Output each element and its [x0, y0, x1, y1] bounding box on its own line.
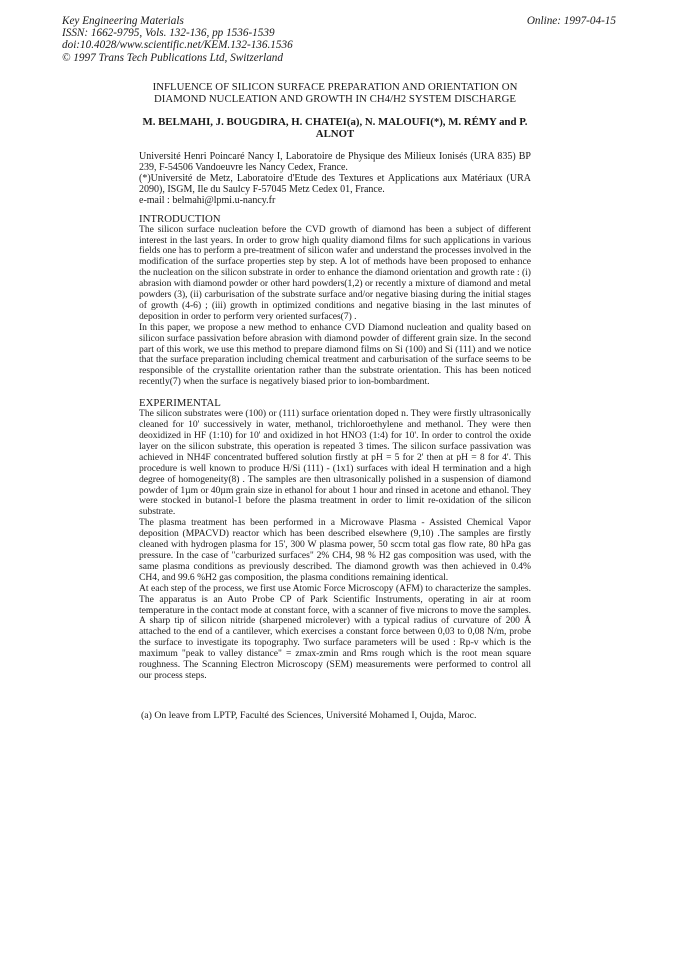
title-line-1: INFLUENCE OF SILICON SURFACE PREPARATION AND ORIENTATION ON — [152, 81, 518, 93]
experimental-paragraph-3: At each step of the process, we first use Atomic Force Microscopy (AFM) to characterize the samples. The apparatus is an Auto Probe CP of Park Scientific Instruments, operating in air at room temperature in the contact mode at constant force, with a scanner of five microns to move the samples. A sharp tip of silicon nitride (sharpened microlever) with a typical radius of curvature of 200 Å attached to the end of a cantilever, which exercises a constant force between 0,03 to 0,08 N/m, probe the surface to investigate its topography. Two surface parameters will be used : Rp-v which is the maximum "peak to valley distance" = zmax-zmin and Rms rough which is the root mean square roughness. The Scanning Electron Microscopy (SEM) measurements were performed to control all our process steps. — [139, 582, 531, 681]
experimental-paragraph-2: The plasma treatment has been performed in a Microwave Plasma - Assisted Chemical Vapor deposition (MPACVD) reactor which has been described elsewhere (9,10) .The samples are firstly cleaned with hydrogen plasma for 15', 300 W plasma power, 50 sccm total gas flow rate, 80 hPa gas pressure. In the case of "carburized surfaces" 2% CH4, 98 % H2 gas composition was used, with the same plasma conditions as previously described. The diamond growth was then achieved in 0.4% CH4, and 99.6 %H2 gas composition, the plasma conditions remaining identical. — [139, 517, 531, 583]
online-date: Online: 1997-04-15 — [526, 15, 616, 27]
journal-name: Key Engineering Materials — [62, 15, 184, 27]
paper-title — [139, 82, 531, 106]
affiliation-nancy: Université Henri Poincaré Nancy I, Laboratoire de Physique des Milieux Ionisés (URA 835) BP 239, F-54506 Vandoeuvre les Nancy Cedex, France. — [139, 150, 531, 173]
introduction-paragraph-2: In this paper, we propose a new method to enhance CVD Diamond nucleation and quality based on silicon surface passivation before abrasion with diamond powder of different grain size. In the second part of this work, we use this method to prepare diamond films on Si (100) and Si (111) and we notice that the surface preparation including chemical treatment and carburisation of the surface seems to be responsible of the crystallite orientation rather than the substrate orientation. This has been noticed recently(7) when the surface is negatively biased prior to ion-bombardment. — [139, 321, 531, 388]
paper-body — [139, 82, 531, 721]
section-heading-experimental: EXPERIMENTAL — [139, 397, 221, 410]
section-heading-introduction: INTRODUCTION — [139, 212, 221, 225]
doi-line: doi:10.4028/www.scientific.net/KEM.132-136.1536 — [62, 39, 293, 52]
footnote: (a) On leave from LPTP, Faculté des Sciences, Université Mohamed I, Oujda, Maroc. — [141, 709, 477, 721]
title-line-2: DIAMOND NUCLEATION AND GROWTH IN CH4/H2 SYSTEM DISCHARGE — [154, 92, 516, 105]
copyright-line: © 1997 Trans Tech Publications Ltd, Switzerland — [62, 51, 283, 64]
affiliation-metz: (*)Université de Metz, Laboratoire d'Etude des Textures et Applications aux Matériaux (URA 2090), ISGM, Ile du Saulcy F-57045 Metz Cedex 01, France. — [139, 172, 531, 195]
contact-email: e-mail : belmahi@lpmi.u-nancy.fr — [139, 194, 276, 206]
journal-header — [62, 15, 293, 64]
experimental-paragraph-1: The silicon substrates were (100) or (111) surface orientation doped n. They were firstly ultrasonically cleaned for 10' successively in water, methanol, trichloroethylene and methanol. They were then deoxidized in HF (1:10) for 10' and oxidized in hot HNO3 (1:4) for 10'. In order to control the oxide layer on the silicon substrate, this operation is repeated 3 times. The silicon surface passivation was achieved in NH4F concentrated buffered solution firstly at pH = 5 for 2' then at pH = 8 for 4'. This procedure is well known to produce H/Si (111) - (1x1) surfaces with ideal H termination and a high degree of homogeneity(8) . The samples are then ultrasonically polished in a suspension of diamond powder of 1µm or 40µm grain size in ethanol for about 1 hour and rinsed in acetone and ethanol. They were stocked in butanol-1 before the plasma treatment in order to limit re-oxidation of the silicon substrate. — [139, 408, 531, 518]
introduction-paragraph-1: The silicon surface nucleation before the CVD growth of diamond has been a subject of different interest in the last years. In order to grow high quality diamond films for such applications in various fields one has to perform a pre-treatment of silicon wafer and understand the processes involved in the modification of the surface properties step by step. A lot of methods have been proposed to enhance the nucleation on the silicon substrate in order to enhance the diamond orientation and growth rate : (i) abrasion with diamond powder or other hard powders(1,2) or recently a mixture of diamond and metal powders (3), (ii) carburisation of the substrate surface and/or negative biasing during the initial stages of growth (4-6) ; (iii) growth in optimized conditions and negative biasing in the last minutes of deposition in order to perform very oriented surfaces(7) . — [139, 223, 531, 322]
author-list: M. BELMAHI, J. BOUGDIRA, H. CHATEI(a), N. MALOUFI(*), M. RÉMY and P. ALNOT — [142, 115, 528, 140]
issn-line: ISSN: 1662-9795, Vols. 132-136, pp 1536-1539 — [62, 27, 275, 40]
